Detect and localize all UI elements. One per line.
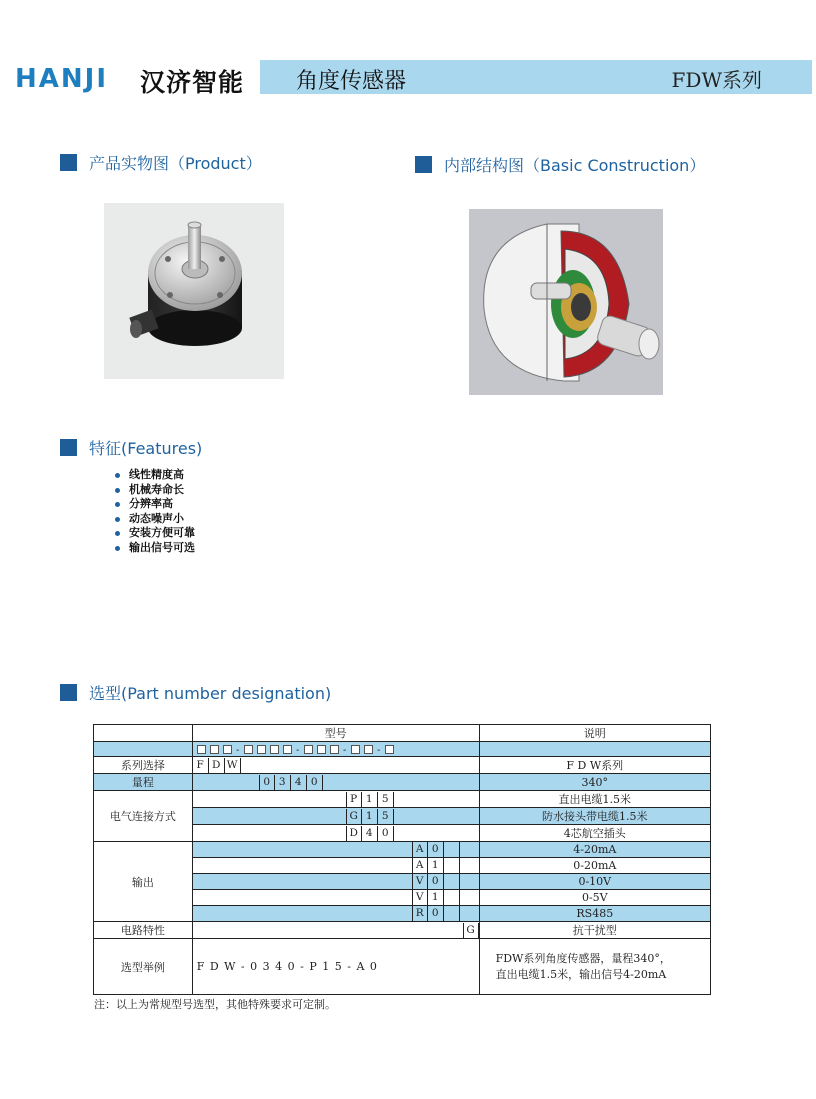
section-features bbox=[60, 436, 202, 459]
output-code: V 1 bbox=[192, 890, 479, 906]
elec-desc: 4芯航空插头 bbox=[479, 825, 710, 842]
header-desc: 说明 bbox=[479, 725, 710, 742]
elec-label: 电气连接方式 bbox=[94, 791, 193, 842]
section-marker-icon bbox=[60, 154, 77, 171]
example-code: F D W - 0 3 4 0 - P 1 5 - A 0 bbox=[192, 939, 479, 995]
section-title: 产品实物图（Product） bbox=[89, 154, 262, 173]
logo-chinese: 汉济智能 bbox=[140, 68, 245, 97]
feature-item: 机械寿命长 bbox=[114, 483, 195, 498]
range-desc: 340° bbox=[479, 774, 710, 791]
code-template: - - - - bbox=[192, 742, 479, 757]
circuit-label: 电路特性 bbox=[94, 922, 193, 939]
footnote: 注：以上为常规型号选型，其他特殊要求可定制。 bbox=[94, 998, 336, 1011]
output-desc: 0-5V bbox=[479, 890, 710, 906]
section-title: 内部结构图（Basic Construction） bbox=[444, 156, 706, 175]
elec-code: P 1 5 bbox=[192, 791, 479, 808]
feature-item: 线性精度高 bbox=[114, 468, 195, 483]
page-header bbox=[0, 60, 816, 96]
circuit-code: G bbox=[192, 922, 479, 939]
output-desc: 4-20mA bbox=[479, 842, 710, 858]
series-title: FDW系列 bbox=[671, 68, 762, 92]
elec-desc: 防水接头带电缆1.5米 bbox=[479, 808, 710, 825]
example-label: 选型举例 bbox=[94, 939, 193, 995]
part-number-table bbox=[93, 724, 711, 995]
construction-image bbox=[469, 209, 663, 395]
feature-item: 输出信号可选 bbox=[114, 541, 195, 556]
section-title: 特征(Features) bbox=[89, 439, 203, 458]
logo-hanji: HANJI bbox=[15, 64, 108, 94]
section-marker-icon bbox=[60, 439, 77, 456]
elec-code: G 1 5 bbox=[192, 808, 479, 825]
section-title: 选型(Part number designation) bbox=[89, 684, 332, 703]
section-marker-icon bbox=[60, 684, 77, 701]
output-desc: 0-20mA bbox=[479, 858, 710, 874]
output-code: A 0 bbox=[192, 842, 479, 858]
output-label: 输出 bbox=[94, 842, 193, 922]
feature-item: 分辨率高 bbox=[114, 497, 195, 512]
series-label: 系列选择 bbox=[94, 757, 193, 774]
series-desc: F D W系列 bbox=[479, 757, 710, 774]
output-code: R 0 bbox=[192, 906, 479, 922]
title-bar bbox=[260, 60, 812, 94]
series-code: F D W bbox=[192, 757, 479, 774]
page-title: 角度传感器 bbox=[296, 69, 407, 94]
output-code: V 0 bbox=[192, 874, 479, 890]
range-label: 量程 bbox=[94, 774, 193, 791]
section-marker-icon bbox=[415, 156, 432, 173]
feature-item: 动态噪声小 bbox=[114, 512, 195, 527]
header-model: 型号 bbox=[192, 725, 479, 742]
feature-item: 安装方便可靠 bbox=[114, 526, 195, 541]
elec-desc: 直出电缆1.5米 bbox=[479, 791, 710, 808]
product-photo bbox=[104, 203, 284, 379]
range-code: 0 3 4 0 bbox=[192, 774, 479, 791]
features-list bbox=[114, 468, 195, 555]
circuit-desc: 抗干扰型 bbox=[479, 922, 710, 939]
output-desc: RS485 bbox=[479, 906, 710, 922]
example-desc: FDW系列角度传感器，量程340°， 直出电缆1.5米，输出信号4-20mA bbox=[479, 939, 710, 995]
section-construction bbox=[415, 153, 705, 176]
elec-code: D 4 0 bbox=[192, 825, 479, 842]
section-product bbox=[60, 151, 262, 174]
section-designation bbox=[60, 681, 331, 704]
output-desc: 0-10V bbox=[479, 874, 710, 890]
output-code: A 1 bbox=[192, 858, 479, 874]
